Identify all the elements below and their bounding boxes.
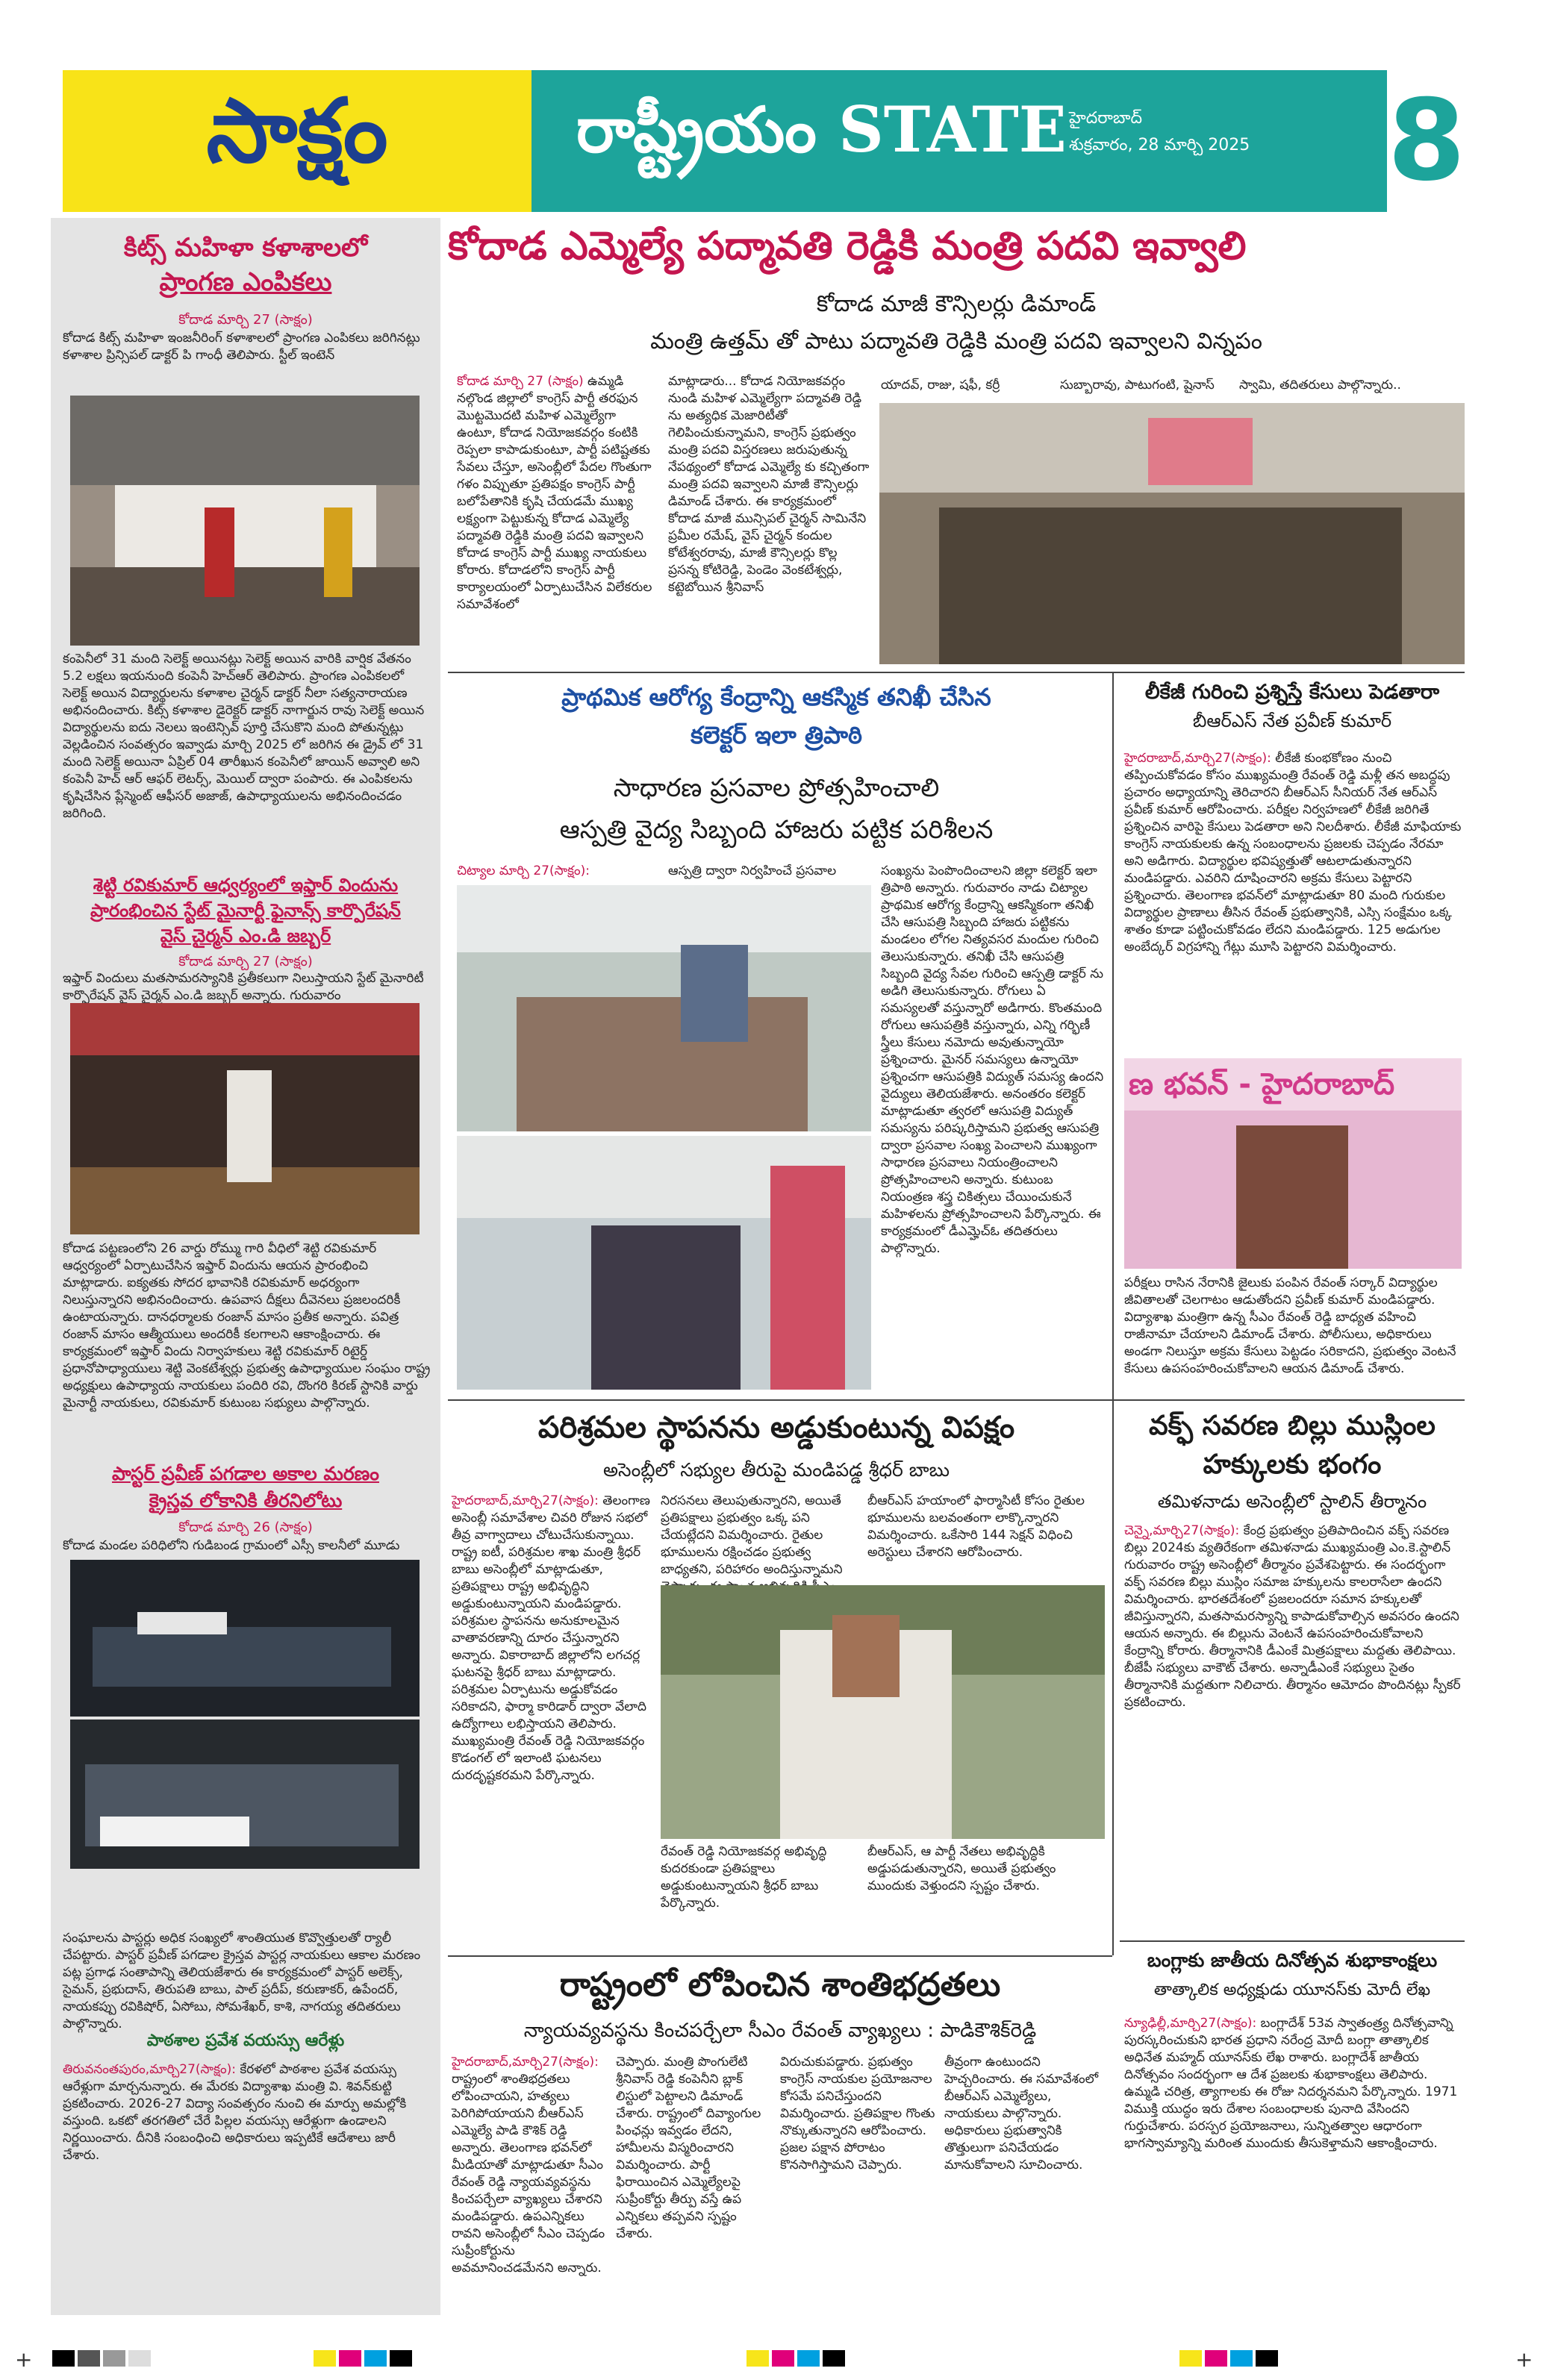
pastor-dateline: కోదాడ మార్చి 26 (సాక్షం) bbox=[178, 1519, 313, 1535]
waqf-rule bbox=[1120, 1940, 1465, 1942]
swatch-grey-pale bbox=[128, 2350, 151, 2367]
lead-caption-a: యాదవ్, రాజు, షఫీ, కర్రీ bbox=[881, 378, 1000, 393]
peace-subhead: న్యాయవ్యవస్థను కించపర్చేలా సీఎం రేవంత్ వ్యాఖ్యలు : పాడికౌశిక్‌రెడ్డి bbox=[523, 2020, 1037, 2042]
phc-headline-line1: ప్రాథమిక ఆరోగ్య కేంద్రాన్ని ఆకస్మిక తనిఖీ చేసిన bbox=[561, 683, 991, 711]
school-age-headline: పాఠశాల ప్రవేశ వయస్సు ఆరేళ్లు bbox=[146, 2031, 345, 2050]
waqf-subhead: తమిళనాడు అసెంబ్లీలో స్టాలిన్ తీర్మానం bbox=[1157, 1491, 1427, 1512]
phc-headline-line2: కలెక్టర్ ఇలా త్రిపాఠి bbox=[691, 721, 862, 749]
iftar-dateline: కోదాడ మార్చి 27 (సాక్షం) bbox=[178, 954, 313, 969]
swatch-magenta-2 bbox=[772, 2350, 794, 2367]
assembly-subhead: అసెంబ్లీలో సభ్యుల తీరుపై మండిపడ్డ శ్రీధర్ బాబు bbox=[603, 1459, 950, 1481]
lead-column-2: మాట్లాడారు... కోదాడ నియోజకవర్గం నుండి మహిళ ఎమ్మెల్యేగా పద్మావతి రెడ్డి ను అత్యధిక మెజారిటీతో గెలిపించుకున్నామని, కాంగ్రెస్ ప్రభుత్వం మంత్రి పదవి విస్తరణలు జరుపుతున్న నేపథ్యంలో కోదాడ ఎమ్మెల్యే కు కచ్చితంగా మంత్రి పదవి ఇవ్వాలని మాజీ కౌన్సిలర్లు డిమాండ్ చేశారు. ఈ కార్యక్రమంలో కోదాడ మాజీ మున్సిపల్ చైర్మన్ సామినేని ప్రమీల రమేష్, వైస్ చైర్మన్ కందుల కోటేశ్వరరావు, మాజీ కౌన్సిలర్లు కొల్ల ప్రసన్న కోటిరెడ్డి, పెండెం వెంకటేశ్వర్లు, కట్టెబోయిన శ్రీనివాస్ bbox=[668, 374, 870, 595]
kits-body-bottom: కంపెనీలో 31 మంది సెలెక్ట్ అయినట్లు సెలెక్ట్ అయిన వారికి వార్షిక వేతనం 5.2 లక్షలు ఇయనుంది కంపెనీ హెచ్ఆర్ తెలిపారు. ప్రాంగణ ఎంపికలలో సెలెక్ట్ అయిన విద్యార్థులను కళాశాల చైర్మన్ డాక్టర్ నీలా సత్యనారాయణ అభినందించారు. కిట్స్ కళాశాల డైరెక్టర్ డాక్టర్ నాగార్జున రావు సెలెక్ట్ అయిన విద్యార్థులను ఐదు నెలలు ఇంటెన్సివ్ పూర్తి చేసుకొని మంది పోతున్నట్లు వెల్లడించిన సంవత్సరం ఇవ్వాడు మార్చి 2025 లో జరిగిన ఈ డ్రైవ్ లో 31 మంది సెలెక్ట్ అయినా ఏప్రిల్ 04 తారీఖున కంపెనీలో జాయిన్ అవ్వాలి అని కంపెనీ హెచ్ ఆర్ ఆఫర్ లెటర్స్, మెయిల్ ద్వారా పంపారు. ఈ ఎంపికలను కృషిచేసిన ప్లేస్మెంట్ ఆఫీసర్ అజాజ్, ఉపాధ్యాయులను అభినందించడం జరిగింది. bbox=[63, 652, 425, 821]
masthead bbox=[63, 70, 1466, 212]
leakage-press-photo bbox=[1124, 1058, 1462, 1269]
peace-rule bbox=[448, 1955, 1112, 1957]
swatch-grey-light bbox=[103, 2350, 125, 2367]
pastor-rally-photo-1 bbox=[70, 1560, 420, 1717]
swatch-cyan-3 bbox=[1230, 2350, 1253, 2367]
swatch-cyan bbox=[364, 2350, 387, 2367]
peace-column-2: చెప్పారు. మంత్రి పొంగులేటి శ్రీనివాస్ రెడ్డి కంపెనీని బ్లాక్ లిస్టులో పెట్టాలని డిమాండ్ చేశారు. రాష్ట్రంలో దివ్యాంగుల పింఛన్లు ఇవ్వడం లేదని, హామీలను విస్మరించారని విమర్శించారు. పార్టీ ఫిరాయించిన ఎమ్మెల్యేలపై సుప్రీంకోర్టు తీర్పు వస్తే ఉప ఎన్నికలు తప్పవని స్పష్టం చేశారు. bbox=[616, 2055, 761, 2241]
registration-cross-icon-right: + bbox=[1515, 2347, 1533, 2372]
press-banner-text: ణ భవన్ - హైదరాబాద్ bbox=[1129, 1067, 1395, 1102]
school-age-body bbox=[63, 2061, 431, 2196]
waqf-headline-line1: వక్ఫ్ సవరణ బిల్లు ముస్లింల bbox=[1149, 1411, 1436, 1441]
lead-col1-text: ఉమ్మడి నల్గొండ జిల్లాలో కాంగ్రెస్ పార్టీ తరఫున మొట్టమొదటి మహిళ ఎమ్మెల్యేగా ఉంటూ, కోదాడ నియోజకవర్గం కంటికి రెప్పలా కాపాడుకుంటూ, పార్టీ పటిష్టతకు సేవలు చేస్తూ, అసెంబ్లీలో పేదల గొంతుగా గళం విప్పుతూ ప్రతిపక్షం కాంగ్రెస్ పార్టీ బలోపేతానికి కృషి చేయడమే ముఖ్య లక్ష్యంగా పెట్టుకున్న కోదాడ ఎమ్మెల్యే పద్మావతి రెడ్డికి మంత్రి పదవి ఇవ్వాలని కోదాడ కాంగ్రెస్ పార్టీ ముఖ్య నాయకులు కోరారు. కోదాడలోని కాంగ్రెస్ పార్టీ కార్యాలయంలో ఏర్పాటుచేసిన విలేకరుల సమావేశంలో bbox=[457, 374, 652, 612]
phc-subhead-1: సాధారణ ప్రసవాల ప్రోత్సహించాలి bbox=[613, 773, 940, 803]
peace-dateline: హైదరాబాద్,మార్చి27(సాక్షం): bbox=[452, 2055, 599, 2070]
phc-inspection-photo-1 bbox=[457, 885, 871, 1131]
bangladesh-subhead: తాత్కాలిక అధ్యక్షుడు యూనస్‌కు మోదీ లేఖ bbox=[1153, 1981, 1431, 1999]
kits-headline-line1: కిట్స్ మహిళా కళాశాలలో bbox=[123, 233, 368, 263]
leakage-dateline: హైదరాబాద్,మార్చి27(సాక్షం): bbox=[1124, 751, 1271, 766]
pastor-body-top: కోదాడ మండల పరిధిలోని గుడిబండ గ్రామంలో ఎస్సీ కాలనీలో మూడు bbox=[63, 1538, 400, 1553]
swatch-magenta bbox=[339, 2350, 361, 2367]
waqf-headline-line2: హక్కులకు భంగం bbox=[1203, 1449, 1382, 1480]
page-number-box bbox=[1384, 70, 1466, 212]
assembly-col1-text: తెలంగాణ అసెంబ్లీ సమావేశాల చివరి రోజున సభలో తీవ్ర వాగ్వాదాలు చోటుచేసుకున్నాయి. రాష్ట్ర ఐటీ, పరిశ్రమల శాఖ మంత్రి శ్రీధర్ బాబు అసెంబ్లీలో మాట్లాడుతూ, ప్రతిపక్షాలు రాష్ట్ర అభివృద్ధిని అడ్డుకుంటున్నాయని మండిపడ్డారు. పరిశ్రమల స్థాపనను అనుకూలమైన వాతావరణాన్ని దూరం చేస్తున్నారని అన్నారు. వికారాబాద్ జిల్లాలోని లగచర్ల ఘటనపై శ్రీధర్ బాబు మాట్లాడారు. పరిశ్రమల ఏర్పాటును అడ్డుకోవడం సరికాదని, ఫార్మా కారిడార్ ద్వారా వేలాది ఉద్యోగాలు లభిస్తాయని తెలిపారు. ముఖ్యమంత్రి రేవంత్ రెడ్డి నియోజకవర్గం కొడంగల్ లో ఇలాంటి ఘటనలు దురదృష్టకరమని పేర్కొన్నారు. bbox=[452, 1493, 650, 1783]
pastor-rally-photo-2 bbox=[70, 1720, 420, 1869]
school-age-dateline: తిరువనంతపురం,మార్చి27(సాక్షం): bbox=[63, 2062, 236, 2077]
peace-column-3: విరుచుకుపడ్డారు. ప్రభుత్వం కాంగ్రెస్ నాయకుల ప్రయోజనాల కోసమే పనిచేస్తుందని విమర్శించారు. ప్రతిపక్షాల గొంతు నొక్కుతున్నారని ఆరోపించారు. ప్రజల పక్షాన పోరాటం కొనసాగిస్తామని చెప్పారు. bbox=[780, 2055, 935, 2173]
swatch-black-2 bbox=[390, 2350, 412, 2367]
lead-councillors-photo bbox=[879, 403, 1465, 664]
section-title: రాష్ట్రీయం STATE bbox=[576, 93, 1067, 166]
assembly-column-3: బీఆర్ఎస్ హయాంలో ఫార్మాసిటీ కోసం రైతుల భూములను బలవంతంగా లాక్కొన్నారని విమర్శించారు. ఒకేసారి 144 సెక్షన్ విధించి అరెస్టులు చేశారని ఆరోపించారు. bbox=[867, 1493, 1085, 1560]
leakage-headline: లీకేజీ గురించి ప్రశ్నిస్తే కేసులు పెడతారా bbox=[1144, 681, 1440, 704]
swatch-yellow-2 bbox=[746, 2350, 769, 2367]
lead-column-1 bbox=[457, 373, 658, 672]
lead-subhead-1: కోదాడ మాజీ కౌన్సిలర్లు డిమాండ్ bbox=[816, 291, 1097, 317]
lead-caption-c: స్వామి, తదితరులు పాల్గొన్నారు.. bbox=[1239, 378, 1401, 393]
page-number: 8 bbox=[1387, 76, 1466, 206]
phc-dateline-text: చిట్యాల మార్చి 27(సాక్షం): bbox=[457, 863, 590, 878]
waqf-dateline: చెన్నై,మార్చి27(సాక్షం): bbox=[1124, 1523, 1240, 1538]
peace-column-1 bbox=[452, 2054, 608, 2330]
kits-group-photo bbox=[70, 396, 420, 646]
mid-rule bbox=[448, 1399, 1465, 1401]
section-band bbox=[532, 70, 1466, 212]
lead-dateline: కోదాడ మార్చి 27 (సాక్షం) bbox=[457, 374, 584, 389]
kits-headline-line2: ప్రాంగణ ఎంపికలు bbox=[159, 267, 332, 297]
phc-subhead-2: ఆస్పత్రి వైద్య సిబ్బంది హాజరు పట్టిక పరిశీలన bbox=[559, 815, 994, 845]
assembly-column-1 bbox=[452, 1493, 652, 1858]
lead-rule bbox=[448, 672, 1465, 673]
lead-headline: కోదాడ ఎమ్మెల్యే పద్మావతి రెడ్డికి మంత్రి పదవి ఇవ్వాలి bbox=[448, 224, 1247, 269]
assembly-headline: పరిశ్రమల స్థాపనను అడ్డుకుంటున్న విపక్షం bbox=[537, 1411, 1015, 1445]
leakage-body-text: లీకేజీ కుంభకోణం నుంచి తప్పించుకోవడం కోసం ముఖ్యమంత్రి రేవంత్ రెడ్డి మళ్లీ తన అబద్ధపు ప్రచారం అధ్యాయాన్ని తెరిచారని బీఆర్ఎస్ సీనియర్ నేత ఆర్ఎస్ ప్రవీణ్ కుమార్ ఆరోపించారు. పరీక్షల నిర్వహణలో లీకేజీ జరిగితే ప్రశ్నించిన వారిపై కేసులు పెడతారా అని నిలదీశారు. లీకేజీ మాఫియాకు కాంగ్రెస్ నాయకులకు ఉన్న సంబంధాలను ప్రజలకు చెప్పడం నేరమా అని అడిగారు. విద్యార్థుల భవిష్యత్తుతో ఆటలాడుతున్నారని మండిపడ్డారు. ఎవరిని దూషించారని అక్రమ కేసులు పెట్టారని ప్రశ్నించారు. తెలంగాణ భవన్‌లో మాట్లాడుతూ 80 మంది గురుకుల విద్యార్థుల ప్రాణాలు తీసిన రేవంత్ ప్రభుత్వానికి, ఎస్సి సంక్షేమం ఒక్క శాతం కూడా పట్టించుకోవడం లేదని మండిపడ్డారు. 125 అడుగుల అంబేద్కర్ విగ్రహాన్ని గేట్లు మూసి పెట్టారని విమర్శించారు. bbox=[1124, 751, 1462, 955]
bangladesh-headline: బంగ్లాకు జాతీయ దినోత్సవ శుభాకాంక్షలు bbox=[1147, 1949, 1438, 1971]
swatch-magenta-3 bbox=[1205, 2350, 1227, 2367]
phc-column-rule bbox=[1112, 672, 1114, 1399]
iftar-body-bottom: కోదాడ పట్టణంలోని 26 వార్డు రోమ్ము గారి వీధిలో శెట్టి రవికుమార్ ఆధ్వర్యంలో ఏర్పాటుచేసిన ఇఫ్తార్ విందును ఆయన ప్రారంభించి మాట్లాడారు. ఐక్యతకు సోదర భావానికి రవికుమార్ అధర్యంగా నిలుస్తున్నారని అభినందించారు. ఉపవాస దీక్షలు దీవెనలు ప్రజలందరికీ ఉంటాయన్నారు. దానధర్మాలకు రంజాన్ మాసం ప్రతీక అన్నారు. పవిత్ర రంజాన్ మాసం ఆత్మీయులు అందరికీ కలగాలని ఆకాంక్షించారు. ఈ కార్యక్రమంలో ఇఫ్తార్ విందు నిర్వాహకులు శెట్టి రవికుమార్ రిటైర్డ్ ప్రధానోపాధ్యాయులు శెట్టి వెంకటేశ్వర్లు ప్రభుత్వ ఉపాధ్యాయుల సంఘం రాష్ట్ర అధ్యక్షులు ఉపాధ్యాయ నాయకులు పందిరి రవి, దొంగరి కిరణ్ స్టానికి వార్డు మైనార్టీ నాయకులు, రవికుమార్ కుటుంబ సభ్యులు పాల్గొన్నారు. bbox=[63, 1241, 431, 1411]
bangladesh-body-text: బంగ్లాదేశ్ 53వ స్వాతంత్ర్య దినోత్సవాన్ని పురస్కరించుకుని భారత ప్రధాని నరేంద్ర మోదీ బంగ్లా తాత్కాలిక అధినేత మహ్మద్ యూనస్‌కు లేఖ రాశారు. బంగ్లాదేశ్ జాతీయ దినోత్సవం సందర్భంగా ఆ దేశ ప్రజలకు శుభాకాంక్షలు తెలిపారు. ఉమ్మడి చరిత్ర, త్యాగాలకు ఈ రోజు నిదర్శనమని పేర్కొన్నారు. 1971 విముక్తి యుద్ధం ఇరు దేశాల సంబంధాలకు పునాది వేసిందని గుర్తుచేశారు. పరస్పర ప్రయోజనాలు, సున్నితత్వాల ఆధారంగా భాగస్వామ్యాన్ని మరింత ముందుకు తీసుకెళ్తామని ఆకాంక్షించారు. bbox=[1124, 2016, 1458, 2151]
peace-headline: రాష్ట్రంలో లోపించిన శాంతిభద్రతలు bbox=[559, 1966, 1001, 2004]
iftar-headline-line3: వైస్ చైర్మన్ ఎం.డి జబ్బర్ bbox=[160, 925, 331, 946]
assembly-photo-caption: రేవంత్ రెడ్డి నియోజకవర్గ అభివృద్ధి కుదరకుండా ప్రతిపక్షాలు అడ్డుకుంటున్నాయని శ్రీధర్ బాబు పేర్కొన్నారు. bbox=[661, 1844, 827, 1911]
logo-text: సాక్షం bbox=[206, 78, 388, 182]
peace-col1-text: రాష్ట్రంలో శాంతిభద్రతలు లోపించాయని, హత్యలు పెరిగిపోయాయని బీఆర్ఎస్ ఎమ్మెల్యే పాడి కౌశిక్ రెడ్డి అన్నారు. తెలంగాణ భవన్‌లో మీడియాతో మాట్లాడుతూ సీఎం రేవంత్ రెడ్డి న్యాయవ్యవస్థను కించపర్చేలా వ్యాఖ్యలు చేశారని మండిపడ్డారు. ఉపఎన్నికలు రావని అసెంబ్లీలో సీఎం చెప్పడం సుప్రీంకోర్టును అవమానించడమేనని అన్నారు. bbox=[452, 2072, 605, 2276]
print-registration-strip bbox=[0, 2340, 1543, 2380]
swatch-yellow bbox=[314, 2350, 336, 2367]
swatch-grey bbox=[78, 2350, 100, 2367]
assembly-column-rule bbox=[1112, 1401, 1114, 1955]
phc-inspection-photo-2 bbox=[457, 1136, 871, 1390]
bangladesh-body bbox=[1124, 2015, 1462, 2329]
edition-city: హైదరాబాద్ bbox=[1069, 109, 1142, 128]
phc-column-text: సంఖ్యను పెంపొందించాలని జిల్లా కలెక్టర్ ఇలా త్రిపాఠి అన్నారు. గురువారం నాడు చిట్యాల ప్రాథమిక ఆరోగ్య కేంద్రాన్ని ఆకస్మికంగా తనిఖీ చేసి ఆసుపత్రి సిబ్బంది హాజరు పట్టికను మండలం లోగల నిత్యవసర మందుల గురించి తెలుసుకున్నారు. తనిఖీ చేసి ఆసుపత్రి సిబ్బంది వైద్య సేవల గురించి ఆస్పత్రి డాక్టర్ ను అడిగి తెలుసుకున్నారు. రోగులు ఏ సమస్యలతో వస్తున్నారో అడిగారు. కొంతమంది రోగులు ఆసుపత్రికి వస్తున్నారు, ఎన్ని గర్భిణీ స్త్రీలు కేసులు నమోదు అవుతున్నాయో ప్రశ్నించారు. మైనర్ సమస్యలు ఉన్నాయో ప్రశ్నించగా ఆసుపత్రికి విద్యుత్ సమస్య ఉందని వైద్యులు తెలియజేశారు. అనంతరం కలెక్టర్ మాట్లాడుతూ త్వరలో ఆసుపత్రి విద్యుత్ సమస్యను పరిష్కరిస్తామని ప్రభుత్వ ఆసుపత్రి ద్వారా ప్రసవాల సంఖ్య పెంచాలని ముఖ్యంగా సాధారణ ప్రసవాలు నియంత్రించాలని ప్రోత్సహించాలని అన్నారు. కుటుంబ నియంత్రణ శస్త్ర చికిత్సలు చేయించుకునే మహిళలను ప్రోత్సహించాలని పేర్కొన్నారు. ఈ కార్యక్రమంలో డీఎమ్హెచ్ఓ తదితరులు పాల్గొన్నారు. bbox=[881, 863, 1104, 1256]
assembly-column-2: నిరసనలు తెలుపుతున్నారని, అయితే ప్రతిపక్షాలు ప్రభుత్వం ఒక్క పని చేయట్లేదని విమర్శించారు. రైతుల భూములను రక్షించడం ప్రభుత్వ బాధ్యతని, పరిహారం అందిస్తున్నామని bbox=[661, 1493, 843, 1577]
peace-column-4: తీవ్రంగా ఉంటుందని హెచ్చరించారు. ఈ సమావేశంలో బీఆర్ఎస్ ఎమ్మెల్యేలు, నాయకులు పాల్గొన్నారు. అధికారులు ప్రభుత్వానికి తొత్తులుగా పనిచేయడం మానుకోవాలని సూచించారు. bbox=[944, 2055, 1099, 2173]
waqf-body-text: కేంద్ర ప్రభుత్వం ప్రతిపాదించిన వక్ఫ్ సవరణ బిల్లు 2024కు వ్యతిరేకంగా తమిళనాడు ముఖ్యమంత్రి ఎం.కె.స్టాలిన్ గురువారం రాష్ట్ర అసెంబ్లీలో తీర్మానం ప్రవేశపెట్టారు. ఈ సందర్భంగా వక్ఫ్ సవరణ బిల్లు ముస్లిం సమాజ హక్కులను కాలరాసేలా ఉందని విమర్శించారు. భారతదేశంలో ప్రజలందరూ సమాన హక్కులతో జీవిస్తున్నారని, మతసామరస్యాన్ని కాపాడుకోవాల్సిన అవసరం ఉందని ఆయన అన్నారు. ఈ బిల్లును వెంటనే ఉపసంహరించుకోవాలని కేంద్రాన్ని కోరారు. తీర్మానానికి డీఎంకే మిత్రపక్షాలు మద్దతు తెలిపాయి. బీజేపీ సభ్యులు వాకౌట్ చేశారు. అన్నాడీఎంకే సభ్యులు సైతం తీర్మానానికి మద్దతుగా నిలిచారు. తీర్మానం ఆమోదం పొందినట్లు స్పీకర్ ప్రకటించారు. bbox=[1124, 1523, 1461, 1710]
bangladesh-dateline: న్యూఢిల్లీ,మార్చి27(సాక్షం): bbox=[1124, 2016, 1257, 2031]
assembly-column-bottom: బీఆర్ఎస్, ఆ పార్టీ నేతలు అభివృద్ధికి అడ్డుపడుతున్నారని, అయితే ప్రభుత్వం ముందుకు వెళ్తుందని స్పష్టం చేశారు. bbox=[867, 1844, 1056, 1893]
swatch-black-4 bbox=[1256, 2350, 1278, 2367]
swatch-black-3 bbox=[823, 2350, 845, 2367]
phc-dateline bbox=[457, 863, 658, 881]
lead-caption-b: సుబ్బారావు, పాటుగంటి, షైనాస్ bbox=[1060, 378, 1215, 393]
iftar-headline-line2: ప్రారంభించిన స్టేట్ మైనార్టీ ఫైనాన్స్ కార్పొరేషన్ bbox=[90, 900, 401, 921]
kits-dateline: కోదాడ మార్చి 27 (సాక్షం) bbox=[178, 312, 313, 328]
phc-col-top: ఆస్పత్రి ద్వారా నిర్వహించే ప్రసవాల bbox=[668, 863, 837, 878]
swatch-yellow-3 bbox=[1179, 2350, 1202, 2367]
assembly-dateline: హైదరాబాద్,మార్చి27(సాక్షం): bbox=[452, 1493, 599, 1508]
leakage-body-2: పరీక్షలు రాసిన నేరానికి జైలుకు పంపిన రేవంత్ సర్కార్ విద్యార్థుల జీవితాలతో చెలగాటం ఆడుతోందని ప్రవీణ్ కుమార్ మండిపడ్డారు. విద్యాశాఖ మంత్రిగా ఉన్న సీఎం రేవంత్ రెడ్డి బాధ్యత వహించి రాజీనామా చేయాలని డిమాండ్ చేశారు. పోలీసులు, అధికారులు అండగా నిలుస్తూ అక్రమ కేసులు పెట్టడం సరికాదని, ప్రభుత్వం వెంటనే కేసులు ఉపసంహరించుకోవాలని ఆయన డిమాండ్ చేశారు. bbox=[1124, 1275, 1456, 1376]
iftar-body-top: ఇఫ్తార్ విందులు మతసామరస్యానికి ప్రతీకలుగా నిలుస్తాయని స్టేట్ మైనారిటీ కార్పొరేషన్ వైస్ చైర్మన్ ఎం.డి జబ్బర్ అన్నారు. గురువారం bbox=[63, 971, 424, 1003]
iftar-headline-line1: శెట్టి రవికుమార్ ఆధ్వర్యంలో ఇఫ్తార్ విందును bbox=[93, 875, 399, 896]
leakage-subhead: బీఆర్ఎస్ నేత ప్రవీణ్ కుమార్ bbox=[1192, 710, 1392, 731]
swatch-cyan-2 bbox=[797, 2350, 820, 2367]
registration-cross-icon: + bbox=[15, 2347, 33, 2372]
swatch-black bbox=[52, 2350, 75, 2367]
iftar-event-photo bbox=[70, 1003, 420, 1234]
newspaper-logo[interactable] bbox=[63, 70, 532, 212]
pastor-body-bottom: సంఘాలను పాస్టర్లు అధిక సంఖ్యలో శాంతియుత కొవ్వొత్తులతో ర్యాలీ చేపట్టారు. పాస్టర్ ప్రవీణ్ పగడాల క్రైస్తవ పాస్టర్ల నాయకులు ఆకాల మరణం పట్ల ప్రగాఢ సంతాపాన్ని తెలియజేశారు ఈ కార్యక్రమంలో పాస్టర్ అలెక్స్, సైమన్, ప్రభుదాస్, తిరుపతి బాబు, పాల్ ప్రదీప్, కరుణాకర్, ఉపేందర్, నాయకప్పు రవికిషోర్, ఏసోబు, సోమశేఖర్, కాశి, నాగయ్య తదితరులు పాల్గొన్నారు. bbox=[63, 1931, 421, 2031]
pastor-headline-line2: క్రైస్తవ లోకానికి తీరనిలోటు bbox=[149, 1490, 343, 1511]
lead-subhead-2: మంత్రి ఉత్తమ్ తో పాటు పద్మావతి రెడ్డికి మంత్రి పదవి ఇవ్వాలని విన్నపం bbox=[650, 328, 1262, 354]
school-age-text: కేరళలో పాఠశాల ప్రవేశ వయస్సు ఆరేళ్లుగా మార్చనున్నారు. ఈ మేరకు విద్యాశాఖ మంత్రి వి. శివన్‌కుట్టి ప్రకటించారు. 2026-27 విద్యా సంవత్సరం నుంచి ఈ మార్పు అమల్లోకి వస్తుంది. ఒకటో తరగతిలో చేరే పిల్లల వయస్సు ఆరేళ్లుగా ఉండాలని నిర్ణయించారు. దీనికి సంబంధించి అధికారులు ఇప్పటికే ఆదేశాలు జారీ చేశారు. bbox=[63, 2062, 407, 2163]
edition-date: శుక్రవారం, 28 మార్చి 2025 bbox=[1069, 136, 1250, 154]
assembly-minister-photo bbox=[661, 1585, 1105, 1839]
leakage-body bbox=[1124, 750, 1462, 1049]
left-column bbox=[51, 218, 440, 2315]
pastor-headline-line1: పాస్టర్ ప్రవీణ్ పగడాల అకాల మరణం bbox=[112, 1463, 379, 1484]
kits-body-top: కోదాడ కిట్స్ మహిళా ఇంజనీరింగ్ కళాశాలలో ప్రాంగణ ఎంపికలు జరిగినట్లు కళాశాల ప్రిన్సిపల్ డాక్టర్ పి గాంధీ తెలిపారు. స్టీల్ ఇంటెన్ bbox=[63, 331, 420, 363]
waqf-body bbox=[1124, 1522, 1462, 1933]
